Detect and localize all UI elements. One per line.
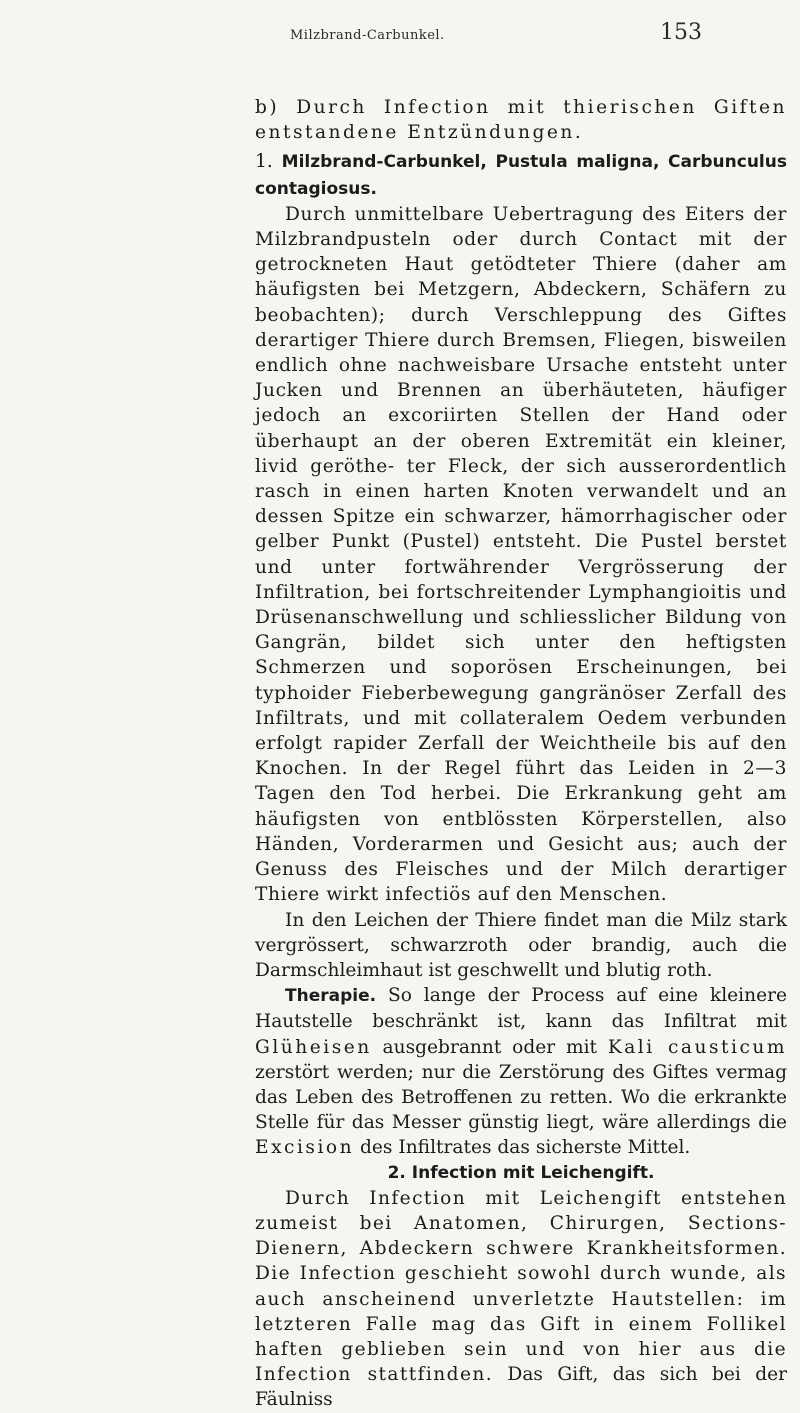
section-b-title: Durch Infection mit thierischen Giften entstandene Entzündungen. xyxy=(255,97,787,144)
therapy-term-1: Glüheisen xyxy=(255,1036,372,1058)
therapy-term-3: Excision xyxy=(255,1137,355,1159)
therapy-text-3: zerstört werden; nur die Zerstörung des Giftes vermag das Leben des Betroffenen zu retten. Wo die erkrankte Stelle für das Messer günstig liegt, wäre allerdings die xyxy=(255,1061,787,1134)
therapy-term-2: Kali causticum xyxy=(607,1036,787,1058)
therapy-paragraph xyxy=(255,983,787,1160)
therapy-label: Therapie. xyxy=(285,986,377,1007)
item-1-paragraph-2: In den Leichen der Thiere findet man die Milz stark vergrössert, schwarzroth oder brandig, auch die Darmschleimhaut ist geschwellt und blutig roth. xyxy=(255,909,787,981)
item-2-text-1: Durch Infection mit Leichengift entstehen zumeist bei Anatomen, Chirurgen, Sections-Dienern, Abdeckern schwere Krankheitsformen. Die Infection geschieht sowohl durch wunde, als auch anscheinend unverletzte Hautstellen: im letzteren Falle mag das Gift in einem Follikel haften geblieben sein und von hier aus die Infection stattfinden. xyxy=(255,1187,787,1386)
item-1-paragraph: Durch unmittelbare Uebertragung des Eiters der Milzbrandpusteln oder durch Contact mit der getrockneten Haut getödteter Thiere (daher am häufigsten bei Metzgern, Abdeckern, Schäfern zu beobachten); durch Verschleppung des Giftes derartiger Thiere durch Bremsen, Fliegen, bisweilen endlich ohne nachweisbare Ursache entsteht unter Jucken und Brennen an überhäuteten, häufiger jedoch an excoriirten Stellen der Hand oder überhaupt an der oberen Extremität ein kleiner, livid geröthe- ter Fleck, der sich ausserordentlich rasch in einen harten Knoten verwandelt und an dessen Spitze ein schwarzer, hämorrhagischer oder gelber Punkt (Pustel) entsteht. Die Pustel berstet und unter fortwährender Vergrösserung der Infiltration, bei fortschreitender Lymphangioitis und Drüsenanschwellung und schliesslicher Bildung von Gangrän, bildet sich unter den heftigsten Schmerzen und soporösen Erscheinungen, bei typhoider Fieberbewegung gangränöser Zerfall des Infiltrats, und mit collateralem Oedem verbunden erfolgt rapider Zerfall der Weichtheile bis auf den Knochen. In der Regel führt das Leiden in 2—3 Tagen den Tod herbei. Die Erkrankung geht am häufigsten von entblössten Körperstellen, also Händen, Vorderarmen und Gesicht aus; auch der Genuss des Fleisches und der Milch derartiger Thiere wirkt infectiös auf den Menschen. xyxy=(255,203,787,906)
item-1-title: Milzbrand-Carbunkel, Pustula maligna, Carbunculus contagiosus. xyxy=(255,152,787,199)
item-1-heading xyxy=(255,149,787,201)
page-header xyxy=(0,20,800,70)
item-1-number: 1. xyxy=(255,151,273,173)
body-text xyxy=(255,95,787,1413)
item-2-heading: 2. Infection mit Leichengift. xyxy=(387,1162,655,1183)
section-b-marker: b) xyxy=(255,97,280,118)
running-head: Milzbrand-Carbunkel. xyxy=(290,28,445,43)
therapy-text-2: ausgebrannt oder mit xyxy=(382,1036,598,1058)
therapy-text-4: des Infiltrates das sicherste Mittel. xyxy=(360,1137,691,1159)
therapy-text-1: So lange der Process auf eine kleinere Hautstelle beschränkt ist, kann das Infiltrat mit xyxy=(255,985,787,1033)
page-number: 153 xyxy=(660,20,702,45)
item-2-text-2: Das Gift, das sich bei der Fäulniss xyxy=(255,1364,787,1411)
item-2-paragraph xyxy=(255,1186,787,1413)
section-b-heading xyxy=(255,95,787,145)
